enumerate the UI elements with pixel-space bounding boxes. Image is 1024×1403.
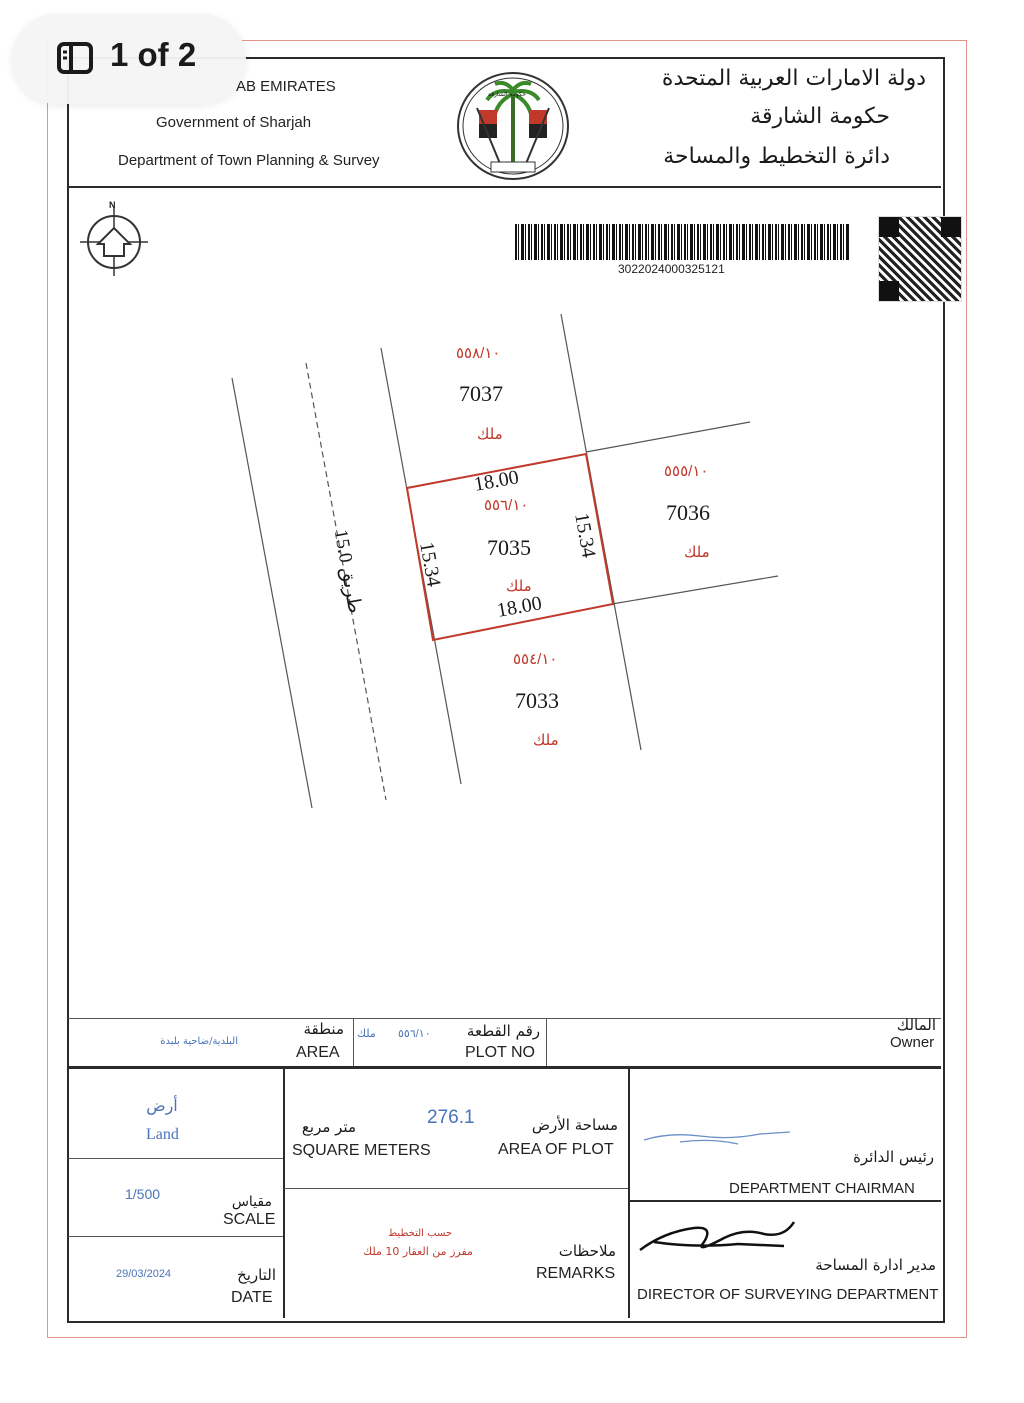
- plot-no-label-ar: رقم القطعة: [466, 1022, 540, 1040]
- plot-7037-number: 7037: [459, 381, 503, 406]
- dimension-right: 15.34: [570, 511, 600, 560]
- remarks-value-line1: حسب التخطيط: [387, 1228, 453, 1239]
- plot-7035-code: ٥٥٦/١٠: [484, 497, 529, 514]
- header-department-en: Department of Town Planning & Survey: [118, 152, 380, 169]
- date-label-ar: التاريخ: [237, 1266, 276, 1284]
- table-divider-v1: [283, 1068, 285, 1318]
- north-label: N: [109, 200, 116, 210]
- land-value-en: Land: [146, 1126, 179, 1143]
- director-label-ar: مدير ادارة المساحة: [815, 1256, 936, 1274]
- header-country-en: AB EMIRATES: [236, 78, 336, 95]
- date-value: 29/03/2024: [116, 1268, 172, 1280]
- header-government-en: Government of Sharjah: [156, 114, 312, 131]
- plot-7033-status: ملك: [533, 731, 559, 749]
- table-divider-h1: [68, 1158, 283, 1159]
- table-divider-h4: [629, 1200, 941, 1202]
- plot-7035-number: 7035: [487, 535, 531, 560]
- dimension-bottom: 18.00: [495, 592, 544, 622]
- land-value-ar: أرض: [146, 1098, 178, 1115]
- plot-no-label-en: PLOT NO: [465, 1044, 535, 1061]
- plot-no-status: ملك: [357, 1027, 376, 1040]
- date-label-en: DATE: [231, 1289, 273, 1306]
- info-row-top-border: [68, 1018, 941, 1019]
- director-signature: [634, 1212, 800, 1262]
- area-label-en: AREA: [296, 1044, 340, 1061]
- director-label-en: DIRECTOR OF SURVEYING DEPARTMENT: [637, 1286, 939, 1303]
- page-count: 1 of 2: [110, 36, 197, 73]
- owner-label-en: Owner: [890, 1034, 935, 1051]
- area-of-plot-label-en: AREA OF PLOT: [498, 1141, 614, 1158]
- chairman-signature: [640, 1124, 796, 1152]
- plot-7033-number: 7033: [515, 688, 559, 713]
- area-of-plot-label-ar: مساحة الأرض: [531, 1116, 618, 1134]
- owner-label-ar: المالك: [896, 1016, 936, 1034]
- dimension-top: 18.00: [472, 466, 521, 496]
- area-value: البلدية/ضاحية بلبدة: [160, 1036, 238, 1047]
- table-divider-v2: [628, 1068, 630, 1318]
- road-label: طريق 15.0: [329, 527, 366, 616]
- plot-7035-status: ملك: [506, 577, 532, 595]
- remarks-label-en: REMARKS: [536, 1265, 616, 1282]
- page-indicator[interactable]: [12, 14, 246, 104]
- header-country-ar: دولة الامارات العربية المتحدة: [661, 66, 926, 91]
- plot-7037-code: ٥٥٨/١٠: [456, 345, 501, 362]
- remarks-label-ar: ملاحظات: [558, 1242, 616, 1260]
- dimension-left: 15.34: [415, 540, 445, 589]
- table-divider-h3: [284, 1188, 628, 1189]
- area-label-ar: منطقة: [303, 1020, 344, 1038]
- plot-7036-status: ملك: [684, 543, 710, 561]
- scale-value: 1/500: [125, 1186, 161, 1202]
- plot-7033-code: ٥٥٤/١٠: [513, 651, 558, 668]
- table-divider-h2: [68, 1236, 283, 1237]
- barcode-number: 3022024000325121: [618, 262, 725, 276]
- sqm-label-en: SQUARE METERS: [292, 1142, 431, 1159]
- sqm-label-ar: متر مربع: [301, 1118, 356, 1136]
- plot-7037-status: ملك: [477, 425, 503, 443]
- info-divider-1: [353, 1018, 354, 1066]
- area-of-plot-value: 276.1: [427, 1107, 475, 1128]
- remarks-value-line2: مفرز من العقار 10 ملك: [363, 1245, 473, 1258]
- info-divider-2: [546, 1018, 547, 1066]
- chairman-label-ar: رئيس الدائرة: [853, 1148, 934, 1166]
- page-layout-icon: [57, 42, 93, 74]
- info-row-bottom-border: [68, 1066, 941, 1069]
- scale-label-en: SCALE: [223, 1211, 276, 1228]
- header-department-ar: دائرة التخطيط والمساحة: [663, 144, 890, 169]
- header-government-ar: حكومة الشارقة: [750, 104, 890, 129]
- plot-7036-code: ٥٥٥/١٠: [664, 463, 709, 480]
- plot-7036-number: 7036: [666, 500, 710, 525]
- scale-label-ar: مقياس: [231, 1194, 272, 1210]
- emblem-caption: حكومة الشارقة: [487, 91, 526, 98]
- plot-no-value: ٥٥٦/١٠: [398, 1028, 431, 1040]
- chairman-label-en: DEPARTMENT CHAIRMAN: [729, 1180, 915, 1197]
